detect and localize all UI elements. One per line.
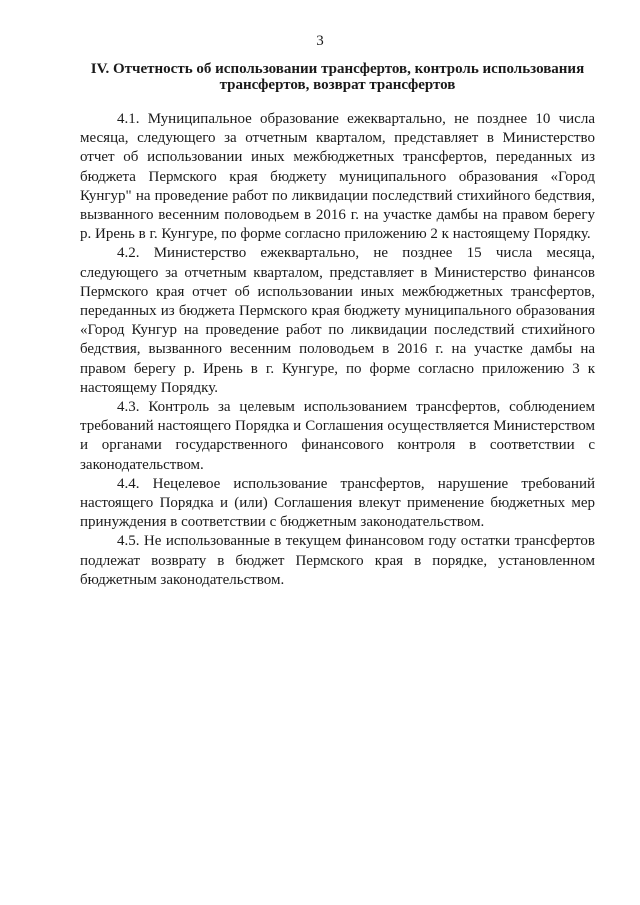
- page-number: 3: [316, 33, 324, 49]
- section-title: IV. Отчетность об использовании трансфертов, контроль использования трансфертов, возврат трансфертов: [90, 61, 585, 93]
- body-text: [80, 110, 595, 590]
- paragraph-4-2: 4.2. Министерство ежеквартально, не позднее 15 числа месяца, следующего за отчетным кварталом, представляет в Министерство финансов Пермского края отчет об использовании иных межбюджетных трансфертов, переданных из бюджета Пермского края бюджету муниципального образования «Город Кунгур на проведение работ по ликвидации последствий стихийного бедствия, вызванного весенним половодьем в 2016 г. на участке дамбы на правом берегу р. Ирень в г. Кунгуре, по форме согласно приложению 3 к настоящему Порядку.: [80, 245, 595, 396]
- paragraph-4-3: 4.3. Контроль за целевым использованием трансфертов, соблюдением требований настоящего Порядка и Соглашения осуществляется Министерством и органами государственного финансового контроля в соответствии с законодательством.: [80, 399, 595, 473]
- paragraph-4-1: 4.1. Муниципальное образование ежеквартально, не позднее 10 числа месяца, следующего за отчетным кварталом, представляет в Министерство отчет об использовании иных межбюджетных трансфертов, переданных из бюджета Пермского края бюджету муниципального образования «Город Кунгур" на проведение работ по ликвидации последствий стихийного бедствия, вызванного весенним половодьем в 2016 г. на участке дамбы на правом берегу р. Ирень в г. Кунгуре, по форме согласно приложению 2 к настоящему Порядку.: [80, 111, 595, 243]
- paragraph-4-4: 4.4. Нецелевое использование трансфертов, нарушение требований настоящего Порядка и (или) Соглашения влекут применение бюджетных мер принуждения в соответствии с бюджетным законодательством.: [80, 475, 595, 531]
- paragraph-4-5: 4.5. Не использованные в текущем финансовом году остатки трансфертов подлежат возврату в бюджет Пермского края в порядке, установленном бюджетным законодательством.: [80, 533, 595, 588]
